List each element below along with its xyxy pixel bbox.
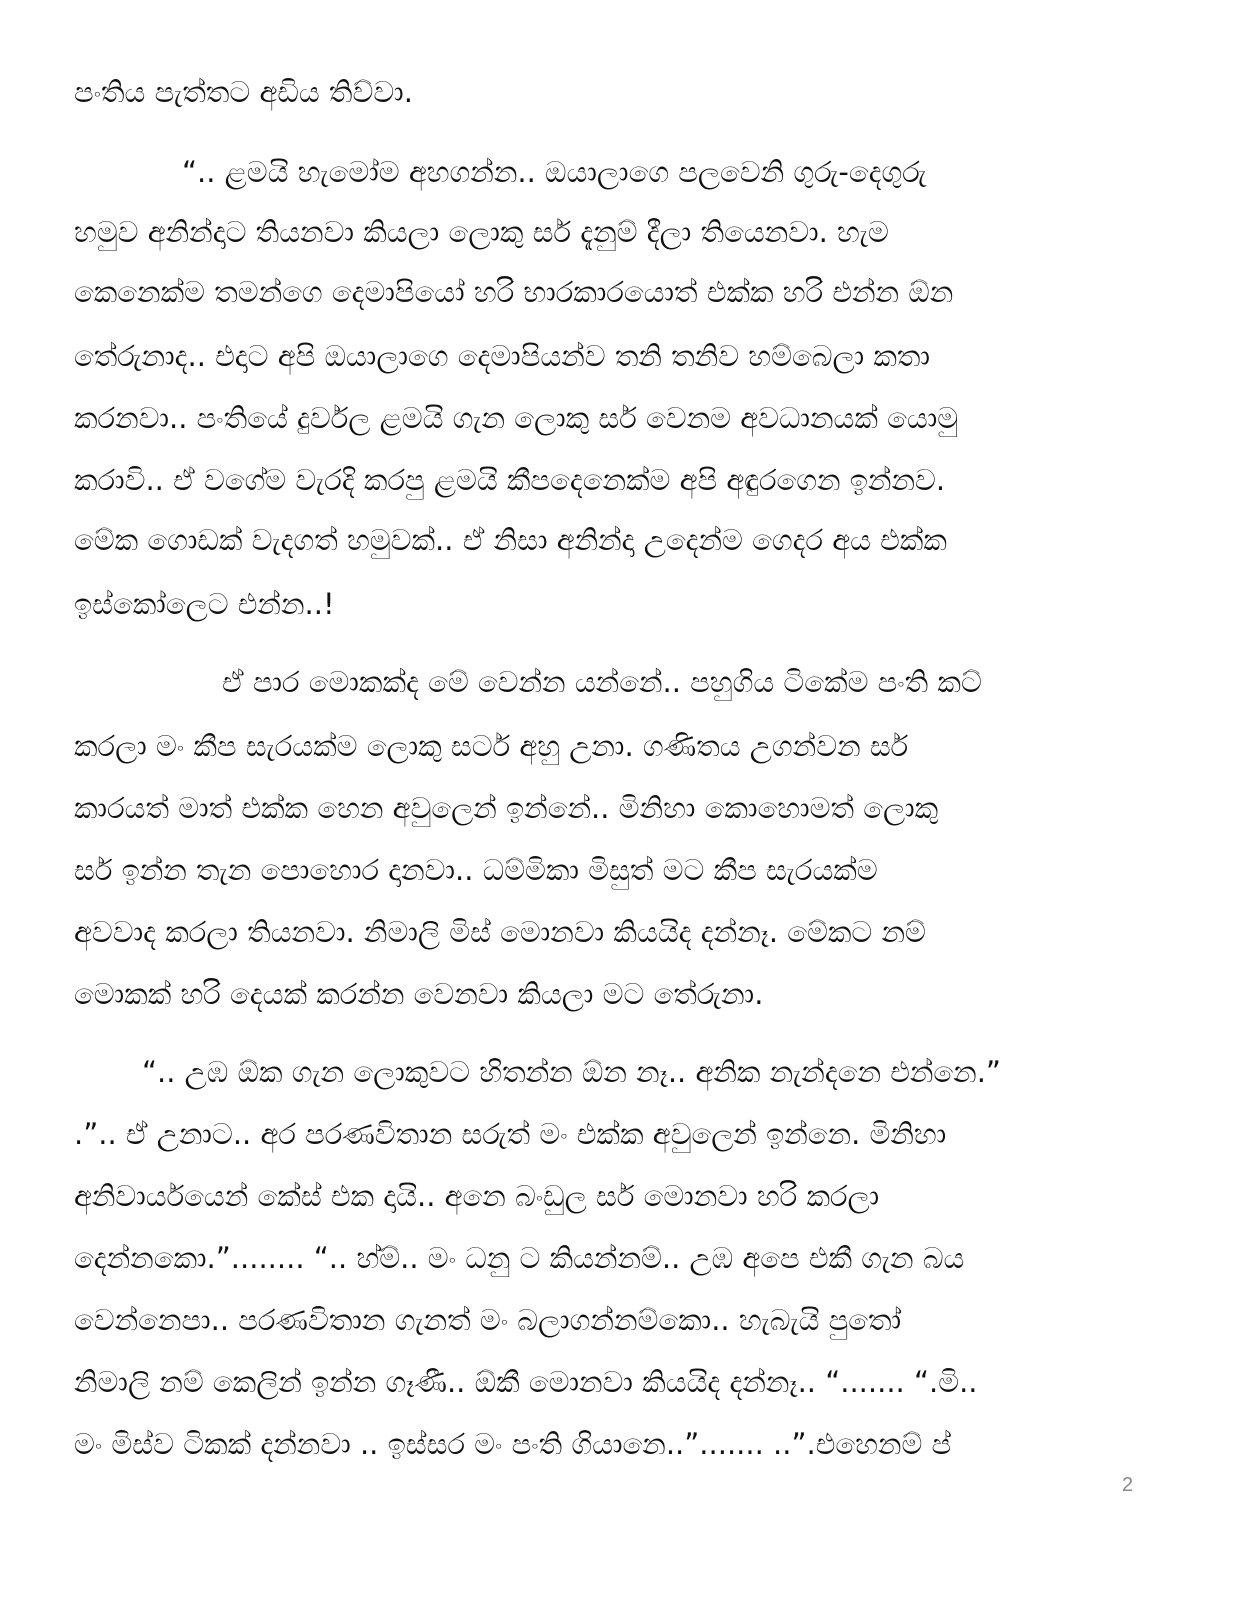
text-line: කරාවි.. ඒ වගේම වැරදි කරපු ළමයි කීපදෙනෙක්ම අපි අඳුරගෙන ඉන්නව. [74,463,946,497]
text-line: තේරුනාද.. එදාට අපි ඔයාලාගෙ දෙමාපියන්ව තනි තනිව හම්බෙලා කතා [74,339,930,373]
text-line: හමුව අනින්දාට තියනවා කියලා ලොකු සර් දැනුම් දීලා තියෙනවා. හැම [74,215,889,249]
page-number: 2 [1122,1474,1134,1496]
text-line: අනිවාර්යයෙන් කේස් එක දායි.. අනෙ බංඩුල සර් මොනවා හරි කරලා [74,1179,880,1213]
text-line: නිමාලි නම් කෙලින් ඉන්න ගෑණී.. ඕකී මොනවා කියයිද දන්නෑ.. “....... “.මි.. [74,1365,978,1399]
text-line: මේක ගොඩක් වැදගත් හමුවක්.. ඒ නිසා අනින්දා උදෙන්ම ගෙදර අය එක්ක [74,523,947,557]
text-line: ඒ පාර මොකක්ද මේ වෙන්න යන්නේ.. පහුගිය ටිකේම පංති කට් [222,665,982,699]
text-line: මං මිස්ව ටිකක් දන්නවා .. ඉස්සර මං පංති ගියානෙ..”....... ..”.එහෙනම් ප් [74,1427,952,1461]
text-line: “.. ළමයි හැමෝම අහගන්න.. ඔයාලාගෙ පලවෙනි ගුරු-දෙගුරු [182,155,927,189]
text-line: සර් ඉන්න තැන පොහොර දානවා.. ධම්මිකා මිසුත් මට කීප සැරයක්ම [74,853,878,887]
text-line: කරනවා.. පංතියේ දුර්වල ළමයි ගැන ලොකු සර් වෙනම අවධානයක් යොමු [74,401,959,435]
text-line: .”.. ඒ උනාට.. අර පරණවිතාන සරුත් මං එක්ක අවුලෙන් ඉන්නෙ. මිනිහා [74,1117,947,1151]
text-line: කෙනෙක්ම තමන්ගෙ දෙමාපියෝ හරි භාරකාරයොත් එක්ක හරි එන්න ඕන [74,275,954,309]
text-line: කරලා මං කීප සැරයක්ම ලොකු සර්ට අහු උනා. ගණිතය උගන්වන සර් [74,729,909,763]
text-line: දෙන්නකො.”........ “.. හ්ම්.. මං ධනු ට කියන්නම්.. උඹ අපෙ එකී ගැන බය [74,1241,965,1275]
text-line: ඉස්කෝලෙට එන්න..! [74,587,335,621]
text-line: පංතිය පැත්තට අඩිය තිව්වා. [74,75,413,109]
text-line: කාරයත් මාත් එක්ක හෙන අවුලෙන් ඉන්නේ.. මිනිහා කොහොමත් ලොකු [74,791,939,825]
text-line: අවවාද කරලා තියනවා. නිමාලි මිස් මොනවා කියයිද දන්නෑ. මේකට නම් [74,915,926,949]
text-line: වෙන්නෙපා.. පරණවිතාන ගැනත් මං බලාගන්නම්කො.. හැබැයි පුතෝ [74,1303,902,1337]
text-line: මොකක් හරි දෙයක් කරන්න වෙනවා කියලා මට තේරුනා. [74,977,764,1011]
text-line: “.. උඹ ඕක ගැන ලොකුවට හිතන්න ඕන නෑ.. අනික නැන්දනෙ එන්නෙ.” [142,1055,1001,1089]
